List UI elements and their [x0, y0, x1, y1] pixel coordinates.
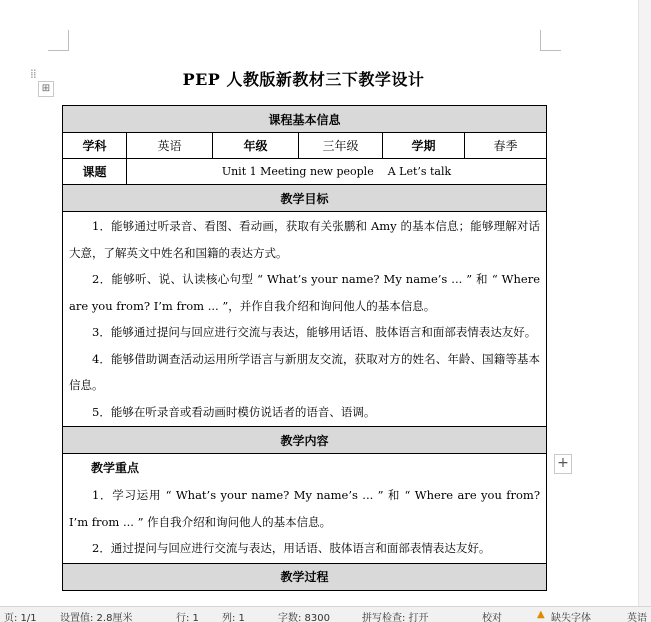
key-points-title: 教学重点	[91, 461, 140, 475]
warning-icon: ▲	[537, 609, 545, 620]
topic-label: 课题	[63, 159, 127, 185]
status-proofread[interactable]: 校对	[482, 613, 502, 622]
table-move-icon[interactable]: ⊞	[38, 81, 54, 97]
page-margin-corner-top-left	[48, 30, 69, 51]
status-col: 列: 1	[222, 613, 245, 622]
objectives-header: 教学目标	[63, 185, 547, 212]
key-point-item: 1．学习运用 “ What’s your name? My name’s ... ” 和 “ Where are you from? I’m from ... ” 作自我介绍和询问他人的基本信息。	[69, 488, 541, 529]
status-missing-font[interactable]: 缺失字体	[551, 613, 591, 622]
key-point-item: 2．通过提问与回应进行交流与表达，用话语、肢体语言和面部表情表达友好。	[92, 541, 491, 555]
subject-label: 学科	[63, 133, 127, 159]
objectives-cell	[63, 212, 547, 427]
subject-value: 英语	[127, 133, 213, 159]
vertical-scrollbar[interactable]	[638, 0, 651, 606]
status-row: 行: 1	[176, 613, 199, 622]
grade-label: 年级	[213, 133, 299, 159]
add-row-icon[interactable]: +	[554, 454, 572, 474]
document-title: PEP 人教版新教材三下教学设计	[182, 70, 425, 89]
page-margin-corner-top-right	[540, 30, 561, 51]
status-setting[interactable]: 设置值: 2.8厘米	[60, 613, 133, 622]
status-spell-check[interactable]: 拼写检查: 打开	[362, 613, 429, 622]
status-word-count[interactable]: 字数: 8300	[278, 613, 330, 622]
status-page[interactable]: 页: 1/1	[4, 613, 37, 622]
status-language[interactable]: 英语	[627, 613, 647, 622]
basic-info-header: 课程基本信息	[63, 106, 547, 133]
objective-item: 4．能够借助调查活动运用所学语言与新朋友交流，获取对方的姓名、年龄、国籍等基本信息。	[69, 351, 541, 392]
objective-item: 1．能够通过听录音、看图、看动画，获取有关张鹏和 Amy 的基本信息；能够理解对话大意，了解英文中姓名和国籍的表达方式。	[69, 219, 541, 260]
lesson-plan-table	[62, 105, 547, 591]
objective-item: 5．能够在听录音或看动画时模仿说话者的语音、语调。	[92, 404, 376, 419]
topic-value: Unit 1 Meeting new people A Let’s talk	[127, 159, 547, 185]
term-value: 春季	[465, 133, 547, 159]
status-bar	[0, 606, 651, 622]
content-header: 教学内容	[63, 427, 547, 454]
content-cell	[63, 454, 547, 564]
objective-item: 2．能够听、说、认读核心句型 “ What’s your name? My name’s ... ” 和 “ Where are you from? I’m from ... ”，并作自我介绍和询问他人的基本信息。	[69, 272, 541, 313]
grade-value: 三年级	[299, 133, 383, 159]
process-header: 教学过程	[63, 563, 547, 590]
objective-item: 3．能够通过提问与回应进行交流与表达，能够用话语、肢体语言和面部表情表达友好。	[92, 325, 537, 339]
term-label: 学期	[383, 133, 465, 159]
drag-handle-icon[interactable]: ⁞⁞	[30, 67, 36, 81]
